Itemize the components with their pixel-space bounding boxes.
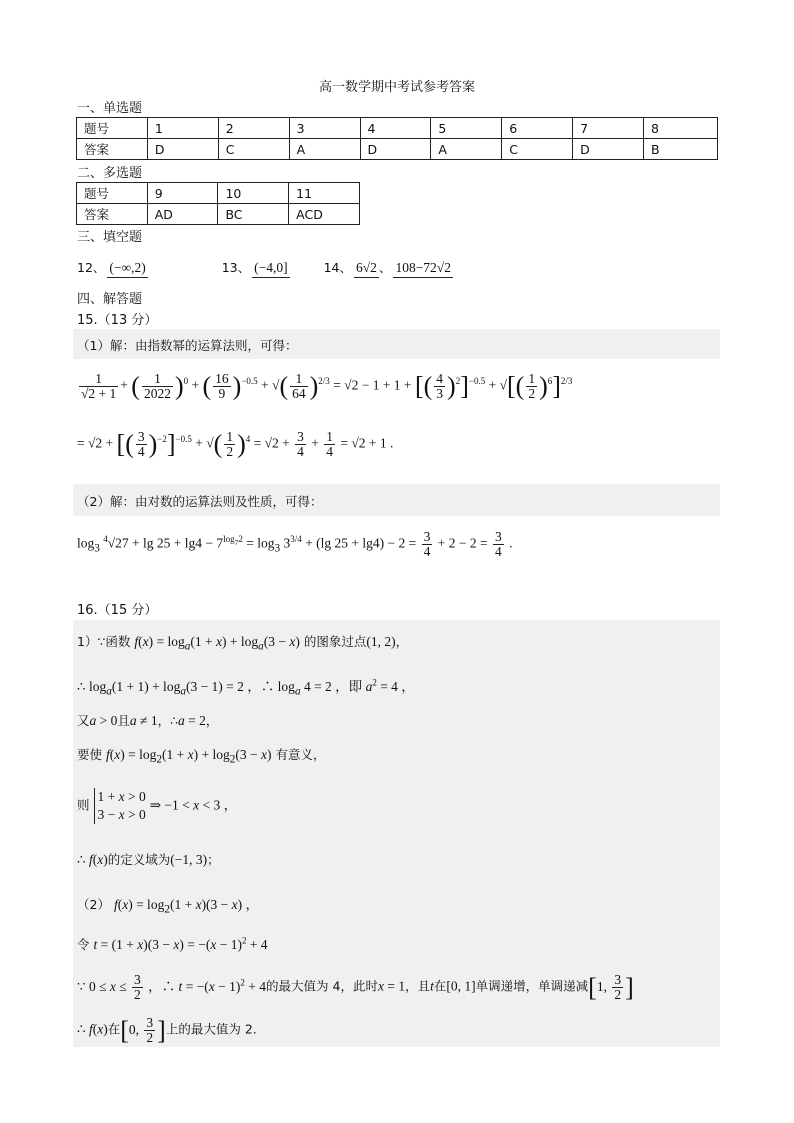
q16-text: 要使 xyxy=(77,747,103,762)
table-cell: 11 xyxy=(289,183,360,204)
table-cell: 5 xyxy=(431,118,502,139)
q16-text: 令 xyxy=(77,937,90,952)
table-row xyxy=(77,139,718,160)
q16-text: 的最大值为 4，此时 xyxy=(266,978,378,994)
multi-choice-table xyxy=(76,182,360,225)
table-cell: 题号 xyxy=(77,118,148,139)
q16-text: 的定义域为 xyxy=(107,852,171,867)
q15-part1-text: （1）解：由指数幂的运算法则，可得： xyxy=(77,338,298,353)
q16-text: 则 xyxy=(77,797,90,813)
table-cell: 3 xyxy=(289,118,360,139)
table-cell: D xyxy=(147,139,218,160)
table-cell: 答案 xyxy=(77,139,148,160)
fill-blank-answers xyxy=(77,258,453,276)
table-row xyxy=(77,118,718,139)
table-row xyxy=(77,204,360,225)
q16-text: （2） xyxy=(77,897,110,912)
table-cell: 6 xyxy=(502,118,573,139)
q16-line-6: ∴ f(x)的定义域为(−1, 3)； xyxy=(77,852,220,867)
q12-label: 12、 xyxy=(77,260,106,275)
q16-text: 单调递增，单调递减 xyxy=(475,978,589,994)
q14-separator: 、 xyxy=(378,260,392,275)
table-cell: 答案 xyxy=(77,204,148,225)
table-cell: BC xyxy=(218,204,289,225)
table-cell: B xyxy=(644,139,718,160)
q16-text: 在 xyxy=(433,978,447,994)
table-cell: AD xyxy=(147,204,218,225)
table-cell: 1 xyxy=(147,118,218,139)
q15-heading: 15.（13 分） xyxy=(77,313,158,328)
q16-text: 在 xyxy=(107,1021,121,1037)
q14-label: 14、 xyxy=(323,260,352,275)
page-title: 高一数学期中考试参考答案 xyxy=(318,80,475,95)
q16-line-3: 又a > 0且a ≠ 1，∴a = 2， xyxy=(77,713,219,728)
q16-text: 上的最大值为 2. xyxy=(165,1021,257,1037)
section-solutions: 四、解答题 xyxy=(77,292,143,307)
q15-equation-3: $\log_3 ^4√27 + \lg 25 + \lg 4 - 7^{log_72} = \log_3 3^{3/4} + (\lg$ 25 + lg4) − 2 = $\frac{3}{4}$ + 2 − 2 = $\frac{3}{4}$ . xyxy=(77,529,513,559)
q16-text: ，∴ xyxy=(157,713,179,728)
q13-label: 13、 xyxy=(221,260,251,275)
section-multi-choice: 二、多选题 xyxy=(77,166,143,181)
q16-line-10: ∴ f(x)在[0, $\frac{3}{2}$ ]上的最大值为 2. xyxy=(77,1015,257,1045)
q16-line-7: （2） $f(x) = \log_2(1 + x)(3 - x)$ ， xyxy=(77,897,260,916)
table-cell: 9 xyxy=(147,183,218,204)
q16-text: ， xyxy=(205,713,219,728)
table-cell: C xyxy=(502,139,573,160)
table-cell: 8 xyxy=(644,118,718,139)
table-row xyxy=(77,183,360,204)
q16-text: 有意义， xyxy=(275,747,326,762)
table-cell: 7 xyxy=(573,118,644,139)
q16-text: 又 xyxy=(77,713,90,728)
table-cell: 2 xyxy=(218,118,289,139)
q16-line-2: ∴ $\log_a(1 + 1) + \log_a(3 - 1) = 2$ ，∴ $\log_a 4 = 2$ ，即 $a^2 = 4$ ， xyxy=(77,677,415,698)
single-choice-table xyxy=(76,117,718,160)
table-cell: D xyxy=(573,139,644,160)
table-cell: 10 xyxy=(218,183,289,204)
table-cell: 4 xyxy=(360,118,431,139)
section-single-choice: 一、单选题 xyxy=(77,101,143,116)
q15-equation-1: $\frac{1}{√2 + 1}$ + ( $\frac{1}{2022}$ )$^0$ + ( $\frac{16}{9}$ )$^{-0.5}$ + √( $\frac{1}{64}$ )$^{2/3}$ = √2 − 1 + 1 + [( $\frac{4}{3}$ )$^2$]$^{-0.5}$ + √[( $\frac{1}{2}$ )$^6$]$^{2/3}$ xyxy=(81,371,573,401)
q16-text: 且 xyxy=(117,713,130,728)
table-cell: ACD xyxy=(289,204,360,225)
q15-part2-text: （2）解：由对数的运算法则及性质，可得： xyxy=(77,494,323,509)
q16-line-4: 要使 $f(x) = \log_2(1 + x) + \log_2(3 - x)$ 有意义， xyxy=(77,747,326,766)
table-cell: A xyxy=(431,139,502,160)
table-cell: A xyxy=(289,139,360,160)
q16-heading: 16.（15 分） xyxy=(77,603,158,618)
q16-text: ， xyxy=(395,634,409,649)
q14-answer-1: 6√2 xyxy=(354,260,379,278)
table-cell: D xyxy=(360,139,431,160)
table-cell: C xyxy=(218,139,289,160)
q16-text: 的图象过点 xyxy=(303,634,367,649)
table-cell: 题号 xyxy=(77,183,148,204)
q16-line-8: 令 $t = (1 + x)(3 - x) = -(x - 1)^2 + 4$ xyxy=(77,935,268,952)
q16-text: ； xyxy=(207,852,220,867)
q12-answer: (−∞,2) xyxy=(107,260,147,278)
q16-text: 1）∵函数 xyxy=(77,634,131,649)
q16-text: ，且 xyxy=(405,978,431,994)
section-fill-blank: 三、填空题 xyxy=(77,230,143,245)
q16-line-9: ∵ 0 ≤ x ≤ $\frac{3}{2}$ ，∴ $t = -(x - 1)^2 + 4$的最大值为 4，此时x = 1，且t在[0, 1]单调递增，单调递减[1, $\frac{3}{2}$ ] xyxy=(77,972,634,1002)
q16-line-1: 1）∵函数 $f(x) = \log_a(1 + x) + \log_a(3 - x)$ 的图象过点(1, 2)， xyxy=(77,634,409,653)
q14-answer-2: 108−72√2 xyxy=(393,260,453,278)
q15-equation-2: = √2 + [( $\frac{3}{4}$ )$^{-2}$]$^{-0.5}$ + √( $\frac{1}{2}$ )$^4$ = √2 + $\frac{3}{4}$ + $\frac{1}{4}$ = √2 + 1 . xyxy=(77,429,394,459)
q16-line-5: 则 1 + x > 0 3 − x > 0 ⇒ −1 < x < 3 ， xyxy=(77,789,238,822)
q13-answer: (−4,0] xyxy=(252,260,289,278)
